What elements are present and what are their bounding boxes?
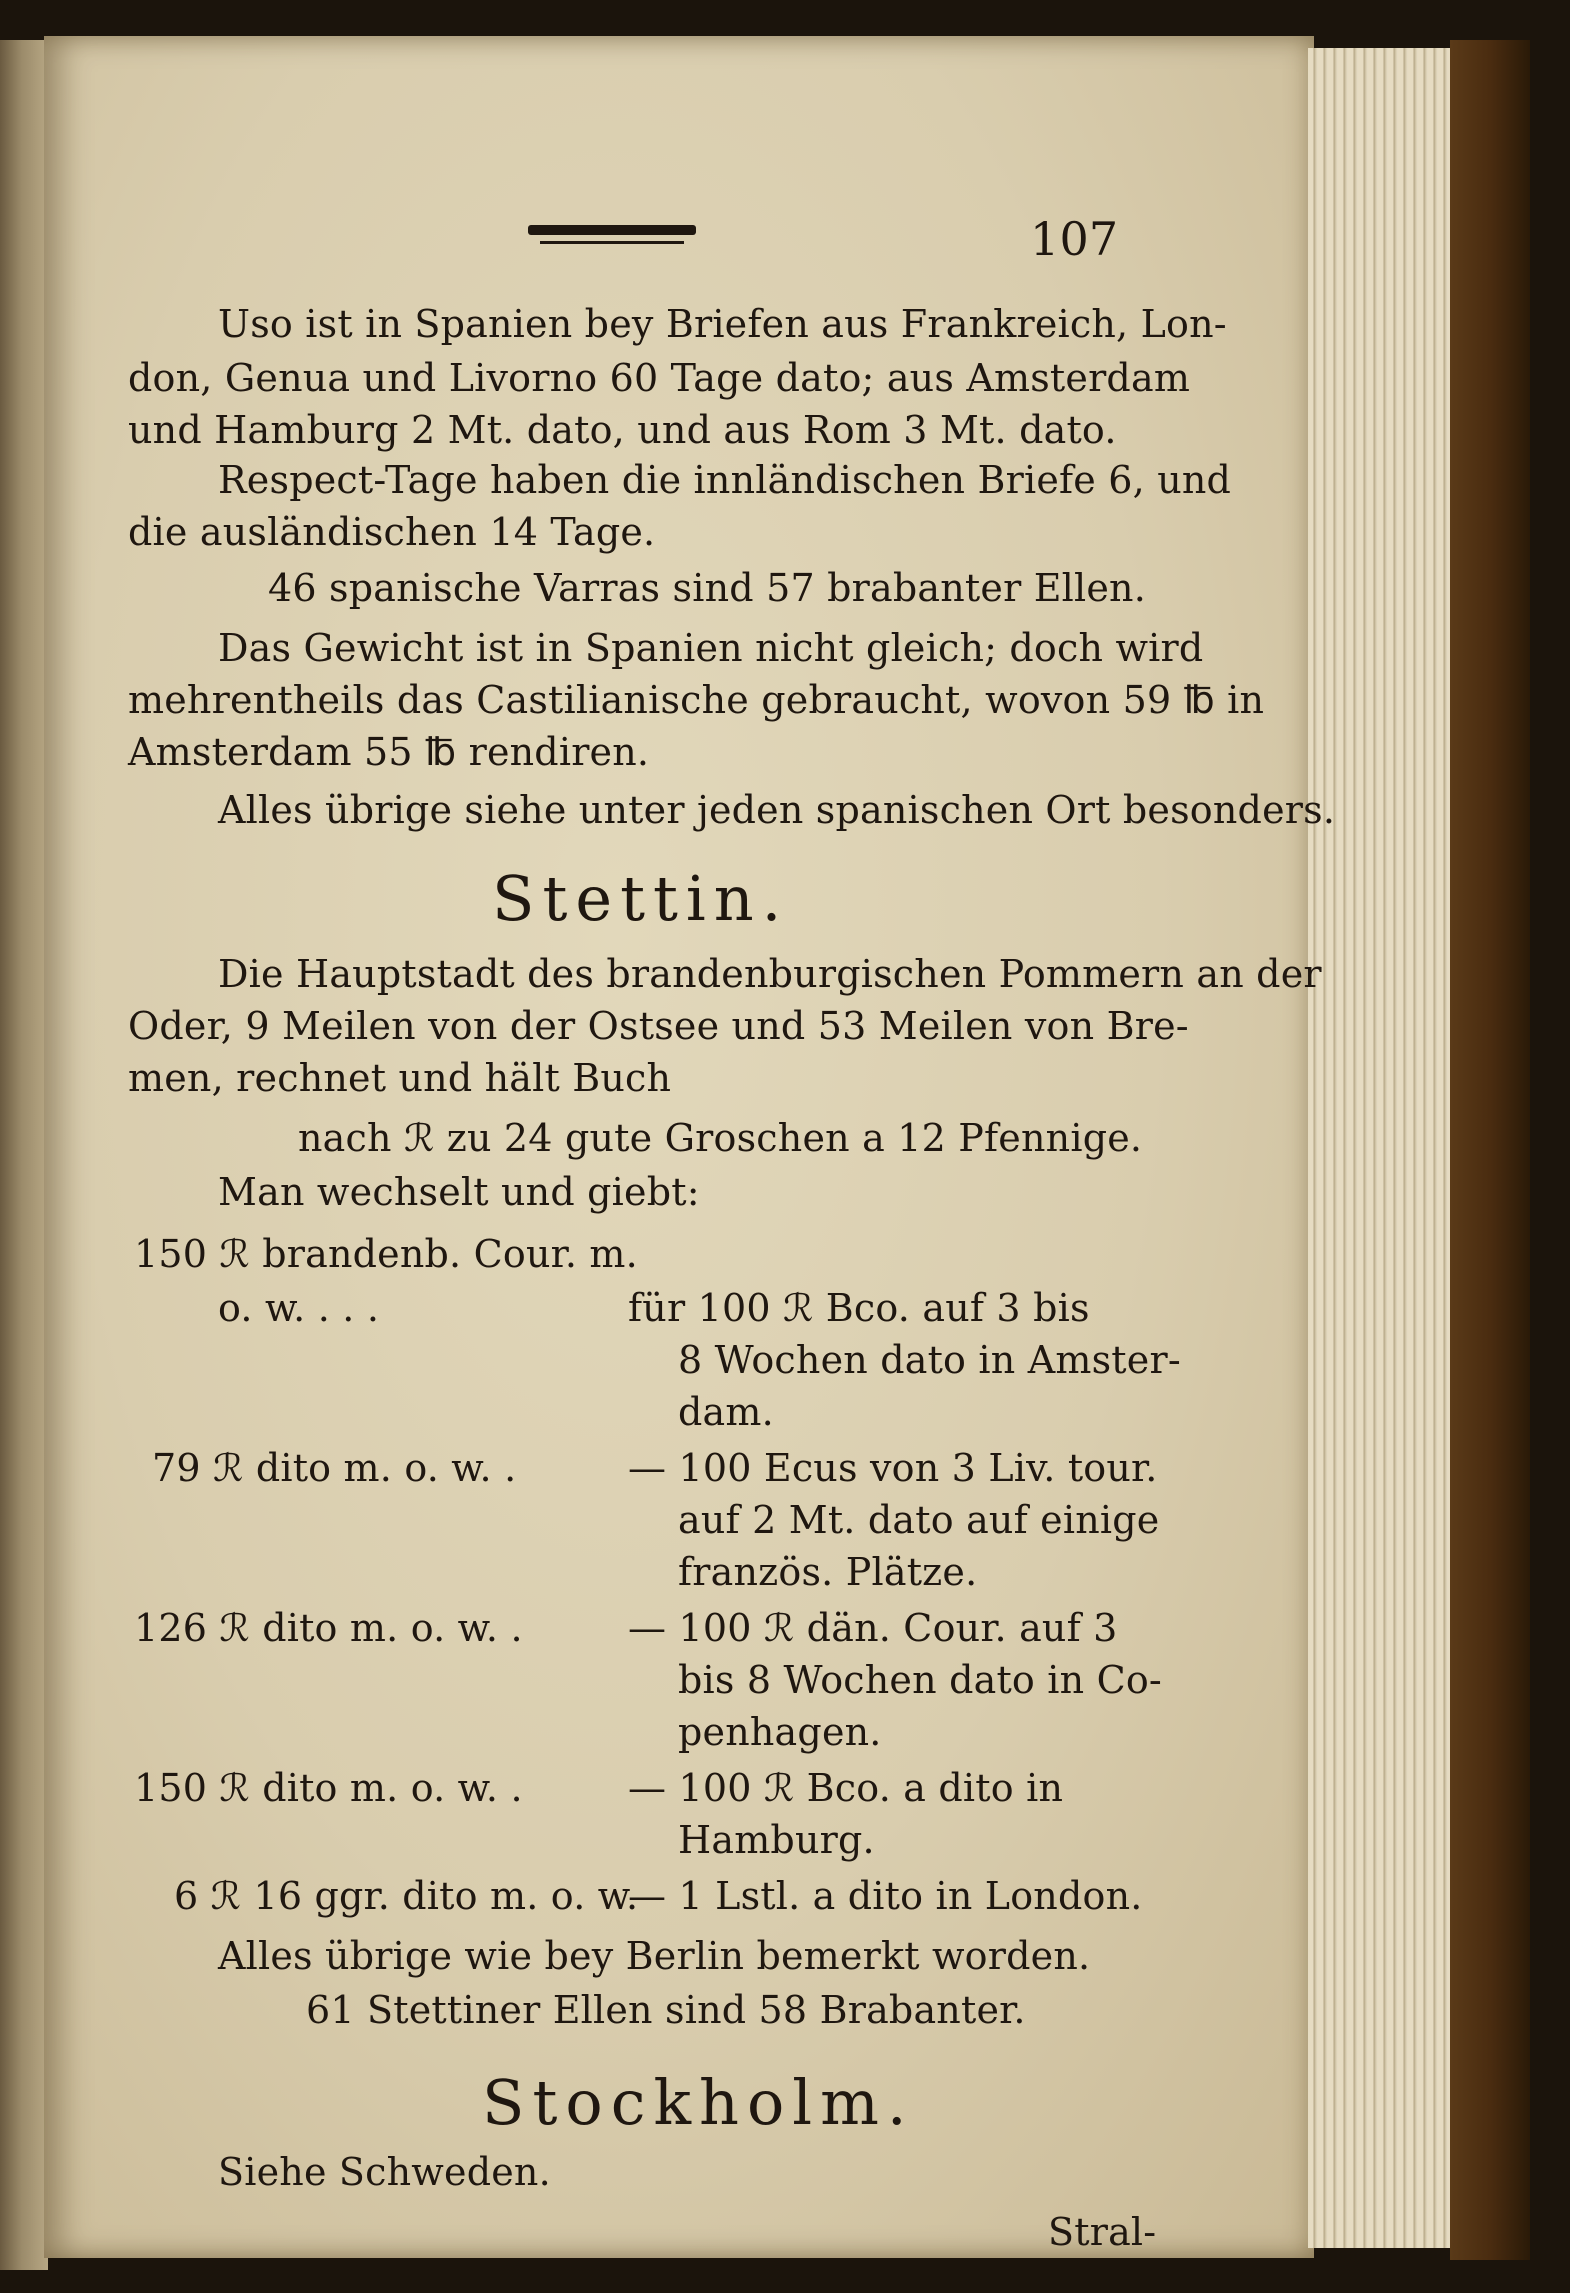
text-line: Amsterdam 55 ℔ rendiren. — [128, 730, 650, 774]
text-line: Das Gewicht ist in Spanien nicht gleich; doch wird — [218, 626, 1204, 670]
exchange-right: — 100 ℛ Bco. a dito in — [628, 1766, 1064, 1810]
text-line: Oder, 9 Meilen von der Ostsee und 53 Meilen von Bre- — [128, 1004, 1189, 1048]
text-line: Die Hauptstadt des brandenburgischen Pommern an der — [218, 952, 1322, 996]
section-heading-stettin: Stettin. — [492, 862, 790, 935]
exchange-left: 150 ℛ dito m. o. w. . — [134, 1766, 523, 1810]
text-line: 61 Stettiner Ellen sind 58 Brabanter. — [306, 1988, 1026, 2032]
exchange-right: bis 8 Wochen dato in Co- — [678, 1658, 1162, 1702]
exchange-left: o. w. . . . — [218, 1286, 380, 1330]
header-rule — [528, 225, 696, 235]
facing-page-edge — [0, 40, 48, 2270]
text-line: Respect-Tage haben die innländischen Briefe 6, und — [218, 458, 1232, 502]
exchange-right: penhagen. — [678, 1710, 882, 1754]
text-line: mehrentheils das Castilianische gebraucht, wovon 59 ℔ in — [128, 678, 1265, 722]
exchange-left: 79 ℛ dito m. o. w. . — [152, 1446, 517, 1490]
exchange-right: 8 Wochen dato in Amster- — [678, 1338, 1181, 1382]
text-line: men, rechnet und hält Buch — [128, 1056, 672, 1100]
section-heading-stockholm: Stockholm. — [482, 2066, 915, 2139]
text-line: nach ℛ zu 24 gute Groschen a 12 Pfennige. — [298, 1116, 1143, 1160]
text-line: Alles übrige wie bey Berlin bemerkt worden. — [218, 1934, 1091, 1978]
exchange-right: — 100 ℛ dän. Cour. auf 3 — [628, 1606, 1118, 1650]
text-line: Alles übrige siehe unter jeden spanischen Ort besonders. — [218, 788, 1336, 832]
exchange-right: für 100 ℛ Bco. auf 3 bis — [628, 1286, 1090, 1330]
exchange-right: Hamburg. — [678, 1818, 875, 1862]
exchange-right: — 100 Ecus von 3 Liv. tour. — [628, 1446, 1158, 1490]
book-cover-edge — [1450, 40, 1530, 2260]
exchange-right: französ. Plätze. — [678, 1550, 978, 1594]
text-line: die ausländischen 14 Tage. — [128, 510, 656, 554]
page-block-edge — [1308, 48, 1458, 2248]
exchange-right: — 1 Lstl. a dito in London. — [628, 1874, 1143, 1918]
page-number: 107 — [1030, 212, 1119, 266]
text-line: und Hamburg 2 Mt. dato, und aus Rom 3 Mt. dato. — [128, 408, 1117, 452]
exchange-left: 126 ℛ dito m. o. w. . — [134, 1606, 523, 1650]
exchange-left: 150 ℛ brandenb. Cour. m. — [134, 1232, 638, 1276]
text-line: Siehe Schweden. — [218, 2150, 551, 2194]
header-rule-thin — [540, 241, 684, 244]
exchange-right: auf 2 Mt. dato auf einige — [678, 1498, 1160, 1542]
text-line: Man wechselt und giebt: — [218, 1170, 700, 1214]
exchange-left: 6 ℛ 16 ggr. dito m. o. w. — [174, 1874, 639, 1918]
text-line: don, Genua und Livorno 60 Tage dato; aus Amsterdam — [128, 356, 1191, 400]
text-line: 46 spanische Varras sind 57 brabanter Ellen. — [268, 566, 1146, 610]
catchword: Stral- — [1048, 2210, 1157, 2254]
text-line: Uso ist in Spanien bey Briefen aus Frankreich, Lon- — [218, 302, 1227, 346]
exchange-right: dam. — [678, 1390, 774, 1434]
